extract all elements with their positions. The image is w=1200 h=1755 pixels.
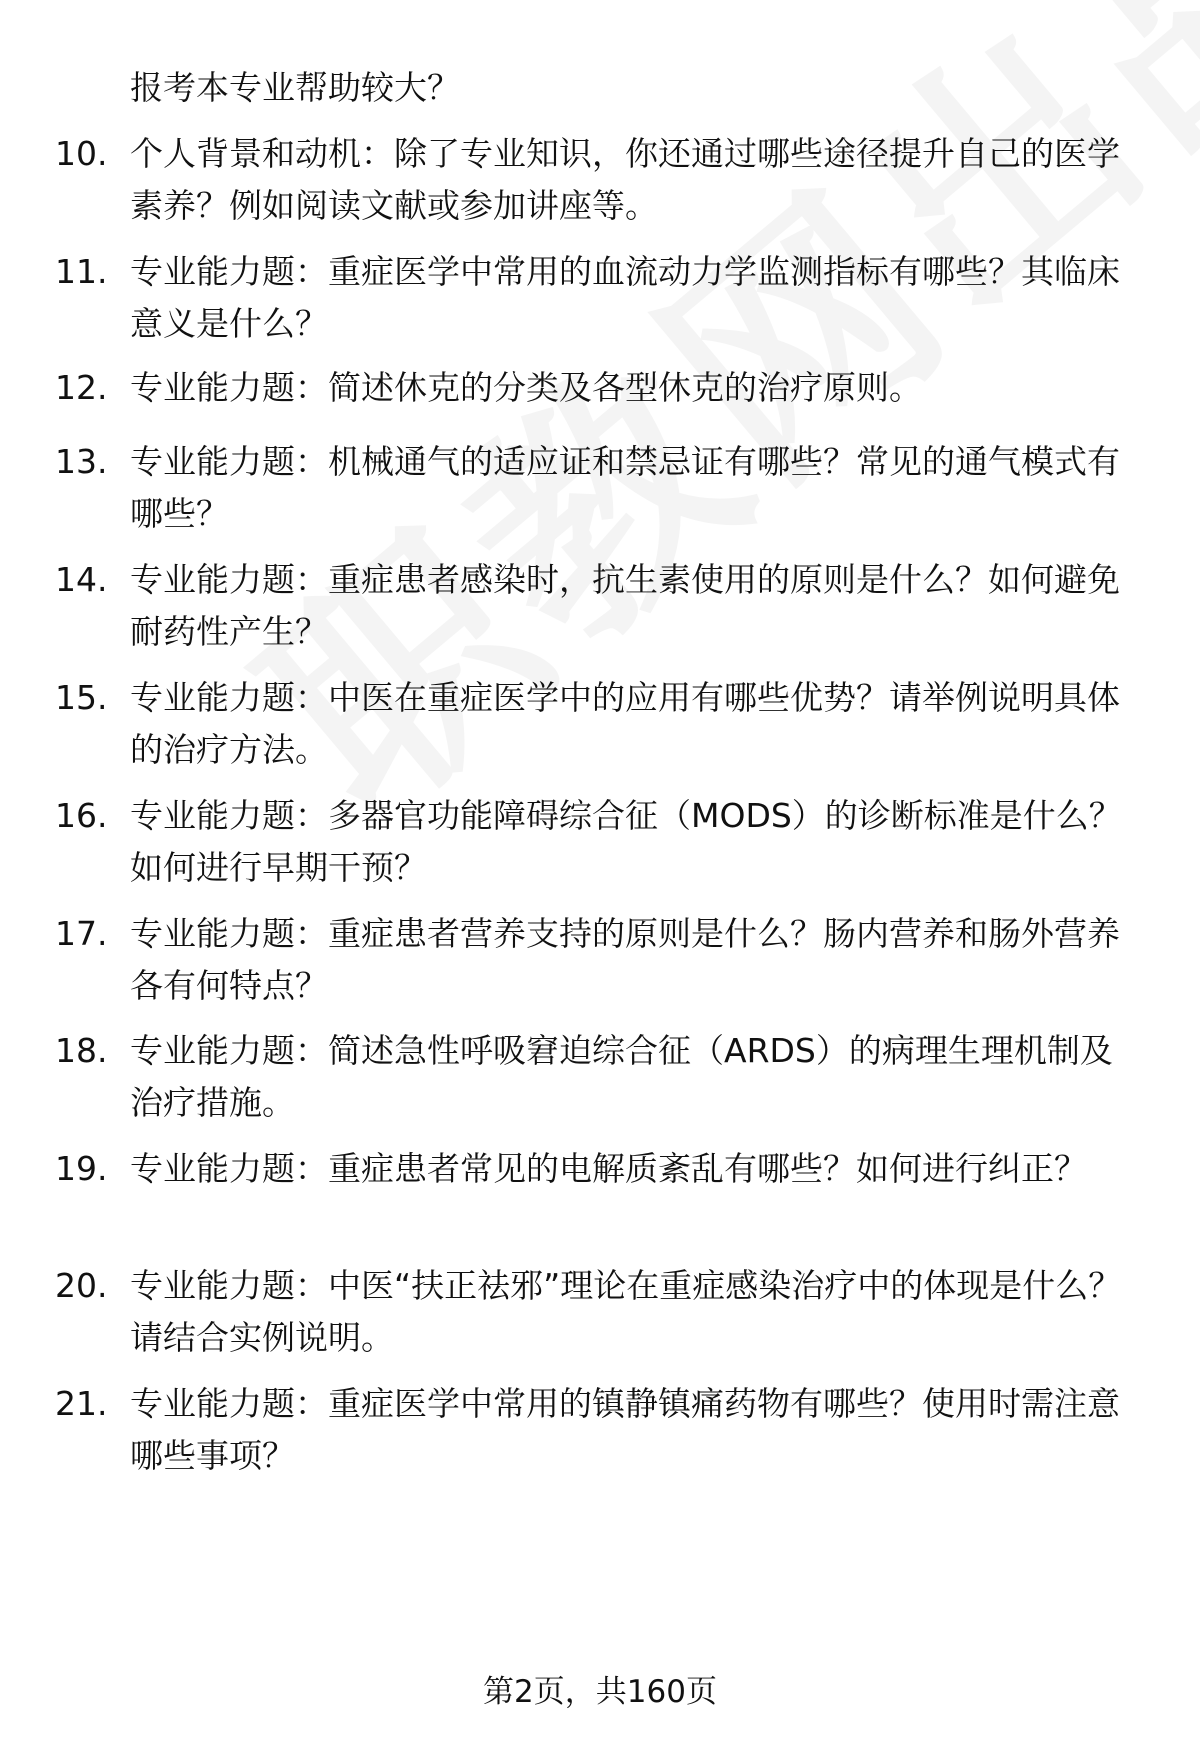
continued-text: 报考本专业帮助较大？ (130, 68, 460, 107)
question-number: 15. (55, 678, 108, 717)
question-number: 11. (55, 252, 108, 291)
question-text: 专业能力题：中医“扶正祛邪”理论在重症感染治疗中的体现是什么？请结合实例说明。 (130, 1266, 1122, 1357)
question-number: 13. (55, 442, 108, 481)
question-number: 17. (55, 914, 108, 953)
question-number: 19. (55, 1149, 108, 1188)
question-text: 专业能力题：简述急性呼吸窘迫综合征（ARDS）的病理生理机制及治疗措施。 (130, 1031, 1113, 1122)
question-text: 专业能力题：多器官功能障碍综合征（MODS）的诊断标准是什么？如何进行早期干预？ (130, 796, 1122, 887)
question-text: 专业能力题：中医在重症医学中的应用有哪些优势？请举例说明具体的治疗方法。 (130, 678, 1120, 769)
question-text: 个人背景和动机：除了专业知识，你还通过哪些途径提升自己的医学素养？例如阅读文献或参加讲座等。 (130, 134, 1120, 225)
question-number: 14. (55, 560, 108, 599)
question-text: 专业能力题：机械通气的适应证和禁忌证有哪些？常见的通气模式有哪些？ (130, 442, 1120, 533)
question-number: 20. (55, 1266, 108, 1305)
question-text: 专业能力题：重症患者感染时，抗生素使用的原则是什么？如何避免耐药性产生？ (130, 560, 1120, 651)
question-number: 18. (55, 1031, 108, 1070)
question-number: 10. (55, 134, 108, 173)
question-text: 专业能力题：重症医学中常用的血流动力学监测指标有哪些？其临床意义是什么？ (130, 252, 1120, 343)
question-text: 专业能力题：重症患者常见的电解质紊乱有哪些？如何进行纠正？ (130, 1149, 1087, 1188)
question-text: 专业能力题：重症医学中常用的镇静镇痛药物有哪些？使用时需注意哪些事项？ (130, 1384, 1120, 1475)
question-number: 16. (55, 796, 108, 835)
question-number: 21. (55, 1384, 108, 1423)
question-number: 12. (55, 368, 108, 407)
page-footer: 第2页，共160页 (483, 1674, 717, 1710)
question-text: 专业能力题：简述休克的分类及各型休克的治疗原则。 (130, 368, 922, 407)
question-text: 专业能力题：重症患者营养支持的原则是什么？肠内营养和肠外营养各有何特点？ (130, 914, 1120, 1005)
